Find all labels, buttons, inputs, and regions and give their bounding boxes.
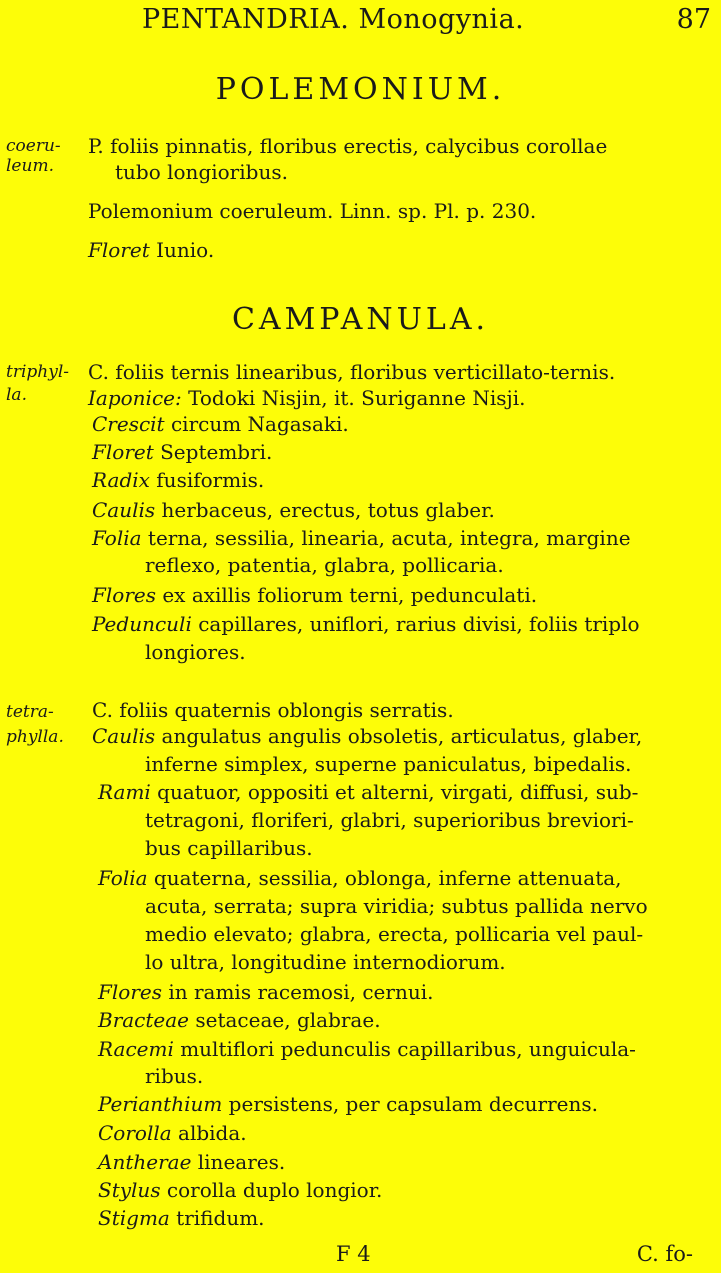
entry-line: ribus. bbox=[145, 1064, 204, 1088]
entry-line: Iaponice: Todoki Nisjin, it. Suriganne Nisji. bbox=[88, 386, 526, 410]
entry-line: Rami quatuor, oppositi et alterni, virgati, diffusi, sub- bbox=[98, 780, 639, 804]
entry-line: tetragoni, floriferi, glabri, superioribus breviori- bbox=[145, 808, 634, 832]
entry-line: Floret Septembri. bbox=[92, 440, 273, 464]
epithet-coeruleum-1: coeru- bbox=[6, 136, 61, 156]
entry-line: Flores in ramis racemosi, cernui. bbox=[98, 980, 434, 1004]
entry-line: Flores ex axillis foliorum terni, pedunculati. bbox=[92, 583, 538, 607]
epithet-triphylla-2: la. bbox=[6, 385, 27, 405]
epithet-coeruleum-2: leum. bbox=[6, 156, 54, 176]
running-header bbox=[0, 2, 721, 42]
entry-line: Folia terna, sessilia, linearia, acuta, integra, margine bbox=[92, 526, 631, 550]
epithet-tetraphylla-1: tetra- bbox=[6, 702, 54, 722]
entry-line: tubo longioribus. bbox=[115, 160, 288, 184]
entry-line: Corolla albida. bbox=[98, 1121, 247, 1145]
entry-line: medio elevato; glabra, erecta, pollicaria vel paul- bbox=[145, 922, 644, 946]
genus-heading-campanula: CAMPANULA. bbox=[231, 302, 490, 337]
entry-line: Pedunculi capillares, uniflori, rarius divisi, foliis triplo bbox=[92, 612, 640, 636]
entry-line: inferne simplex, superne paniculatus, bipedalis. bbox=[145, 752, 632, 776]
entry-line: Perianthium persistens, per capsulam decurrens. bbox=[98, 1092, 598, 1116]
signature-mark: F 4 bbox=[336, 1242, 371, 1266]
entry-line: Stylus corolla duplo longior. bbox=[98, 1178, 383, 1202]
entry-line: bus capillaribus. bbox=[145, 836, 313, 860]
entry-line: lo ultra, longitudine internodiorum. bbox=[145, 950, 506, 974]
entry-line: Polemonium coeruleum. Linn. sp. Pl. p. 230. bbox=[88, 199, 537, 223]
entry-line: reflexo, patentia, glabra, pollicaria. bbox=[145, 553, 504, 577]
entry-line: Crescit circum Nagasaki. bbox=[92, 412, 349, 436]
epithet-tetraphylla-2: phylla. bbox=[6, 727, 64, 747]
entry-line: longiores. bbox=[145, 640, 246, 664]
epithet-triphylla-1: triphyl- bbox=[6, 362, 70, 382]
entry-line: P. foliis pinnatis, floribus erectis, calycibus corollae bbox=[88, 134, 608, 158]
entry-line: C. foliis quaternis oblongis serratis. bbox=[92, 698, 454, 722]
entry-line: Caulis herbaceus, erectus, totus glaber. bbox=[92, 498, 495, 522]
entry-line: Caulis angulatus angulis obsoletis, articulatus, glaber, bbox=[92, 724, 643, 748]
entry-line: Bracteae setaceae, glabrae. bbox=[98, 1008, 381, 1032]
page-number: 87 bbox=[676, 4, 711, 35]
entry-line: Folia quaterna, sessilia, oblonga, inferne attenuata, bbox=[98, 866, 622, 890]
entry-line: Antherae lineares. bbox=[98, 1150, 286, 1174]
entry-line: Stigma trifidum. bbox=[98, 1206, 265, 1230]
entry-line: Racemi multiflori pedunculis capillaribus, unguicula- bbox=[98, 1037, 636, 1061]
entry-line: Floret Iunio. bbox=[88, 238, 215, 262]
entry-line: Radix fusiformis. bbox=[92, 468, 265, 492]
catchword: C. fo- bbox=[636, 1242, 693, 1266]
genus-heading-polemonium: POLEMONIUM. bbox=[215, 72, 506, 107]
entry-line: C. foliis ternis linearibus, floribus verticillato-ternis. bbox=[88, 360, 616, 384]
running-title: PENTANDRIA. Monogynia. bbox=[142, 4, 525, 35]
entry-line: acuta, serrata; supra viridia; subtus pallida nervo bbox=[145, 894, 648, 918]
